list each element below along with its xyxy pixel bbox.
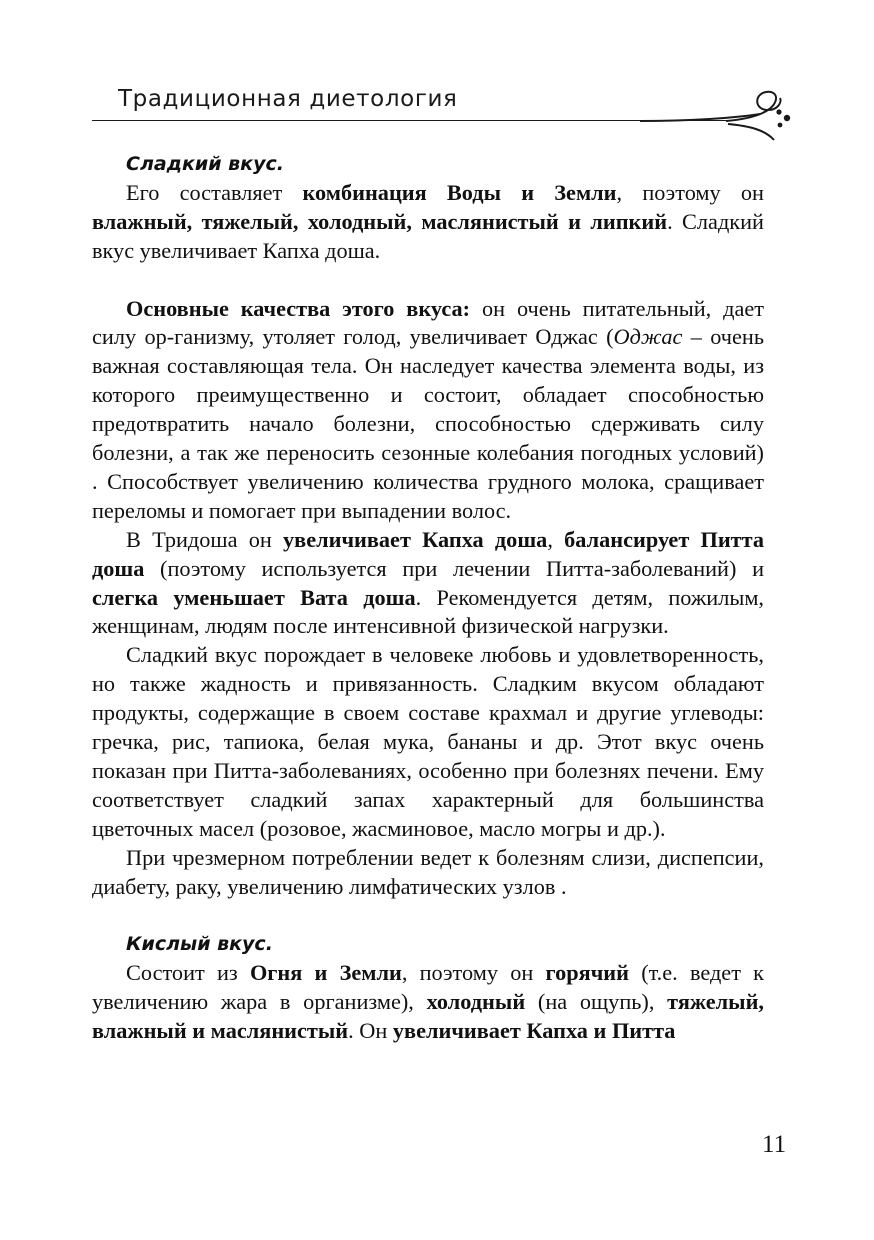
sour-paragraph-1: Состоит из Огня и Земли, поэтому он горячий (т.е. ведет к увеличению жара в организме), холодный (на ощупь), тяжелый, влажный и маслянистый. Он увеличивает Капха и Питта [92,960,765,1044]
sweet-paragraph-5: При чрезмерном потреблении ведет к болезням слизи, диспепсии, диабету, раку, увеличению лимфатических узлов . [92,844,764,899]
page-number: 11 [762,1131,787,1158]
page-body [92,150,764,1046]
swirl-ornament-icon [640,88,800,158]
sweet-heading: Сладкий вкус. [126,153,284,175]
sweet-paragraph-2: Основные качества этого вкуса: он очень питательный, дает силу ор-ганизму, утоляет голод, увеличивает Оджас (Оджас – очень важная составляющая тела. Он наследует качества элемента воды, из которого преимущественно и состоит, обладает способностью предотвратить начало болезни, способностью сдерживать силу болезни, а так же переносить сезонные колебания погодных условий) . Способствует увеличению количества грудного молока, сращивает переломы и помогает при выпадении волос. [92,295,764,523]
header-title: Традиционная диетология [118,86,458,112]
sweet-paragraph-3: В Тридоша он увеличивает Капха доша, балансирует Питта доша (поэтому используется при лечении Питта-заболеваний) и слегка уменьшает Вата доша. Рекомендуется детям, пожилым, женщинам, людям после интенсивной физической нагрузки. [92,526,764,639]
sour-heading: Кислый вкус. [126,933,273,956]
header-rule [92,120,732,121]
sweet-paragraph-4: Сладкий вкус порождает в человеке любовь и удовлетворенность, но также жадность и привязанность. Сладким вкусом обладают продукты, содержащие в своем составе крахмал и другие углеводы: гречка, рис, тапиока, белая мука, бананы и др. Этот вкус очень показан при Питта-заболеваниях, особенно при болезнях печени. Ему соответствует сладкий запах характерный для большинства цветочных масел (розовое, жасминовое, масло могры и др.). [92,642,764,841]
sweet-paragraph-1: Его составляет комбинация Воды и Земли, поэтому он влажный, тяжелый, холодный, маслянистый и липкий. Сладкий вкус увеличивает Капха доша. [92,179,764,263]
paragraph-gap [92,902,764,931]
paragraph-gap [92,266,764,295]
